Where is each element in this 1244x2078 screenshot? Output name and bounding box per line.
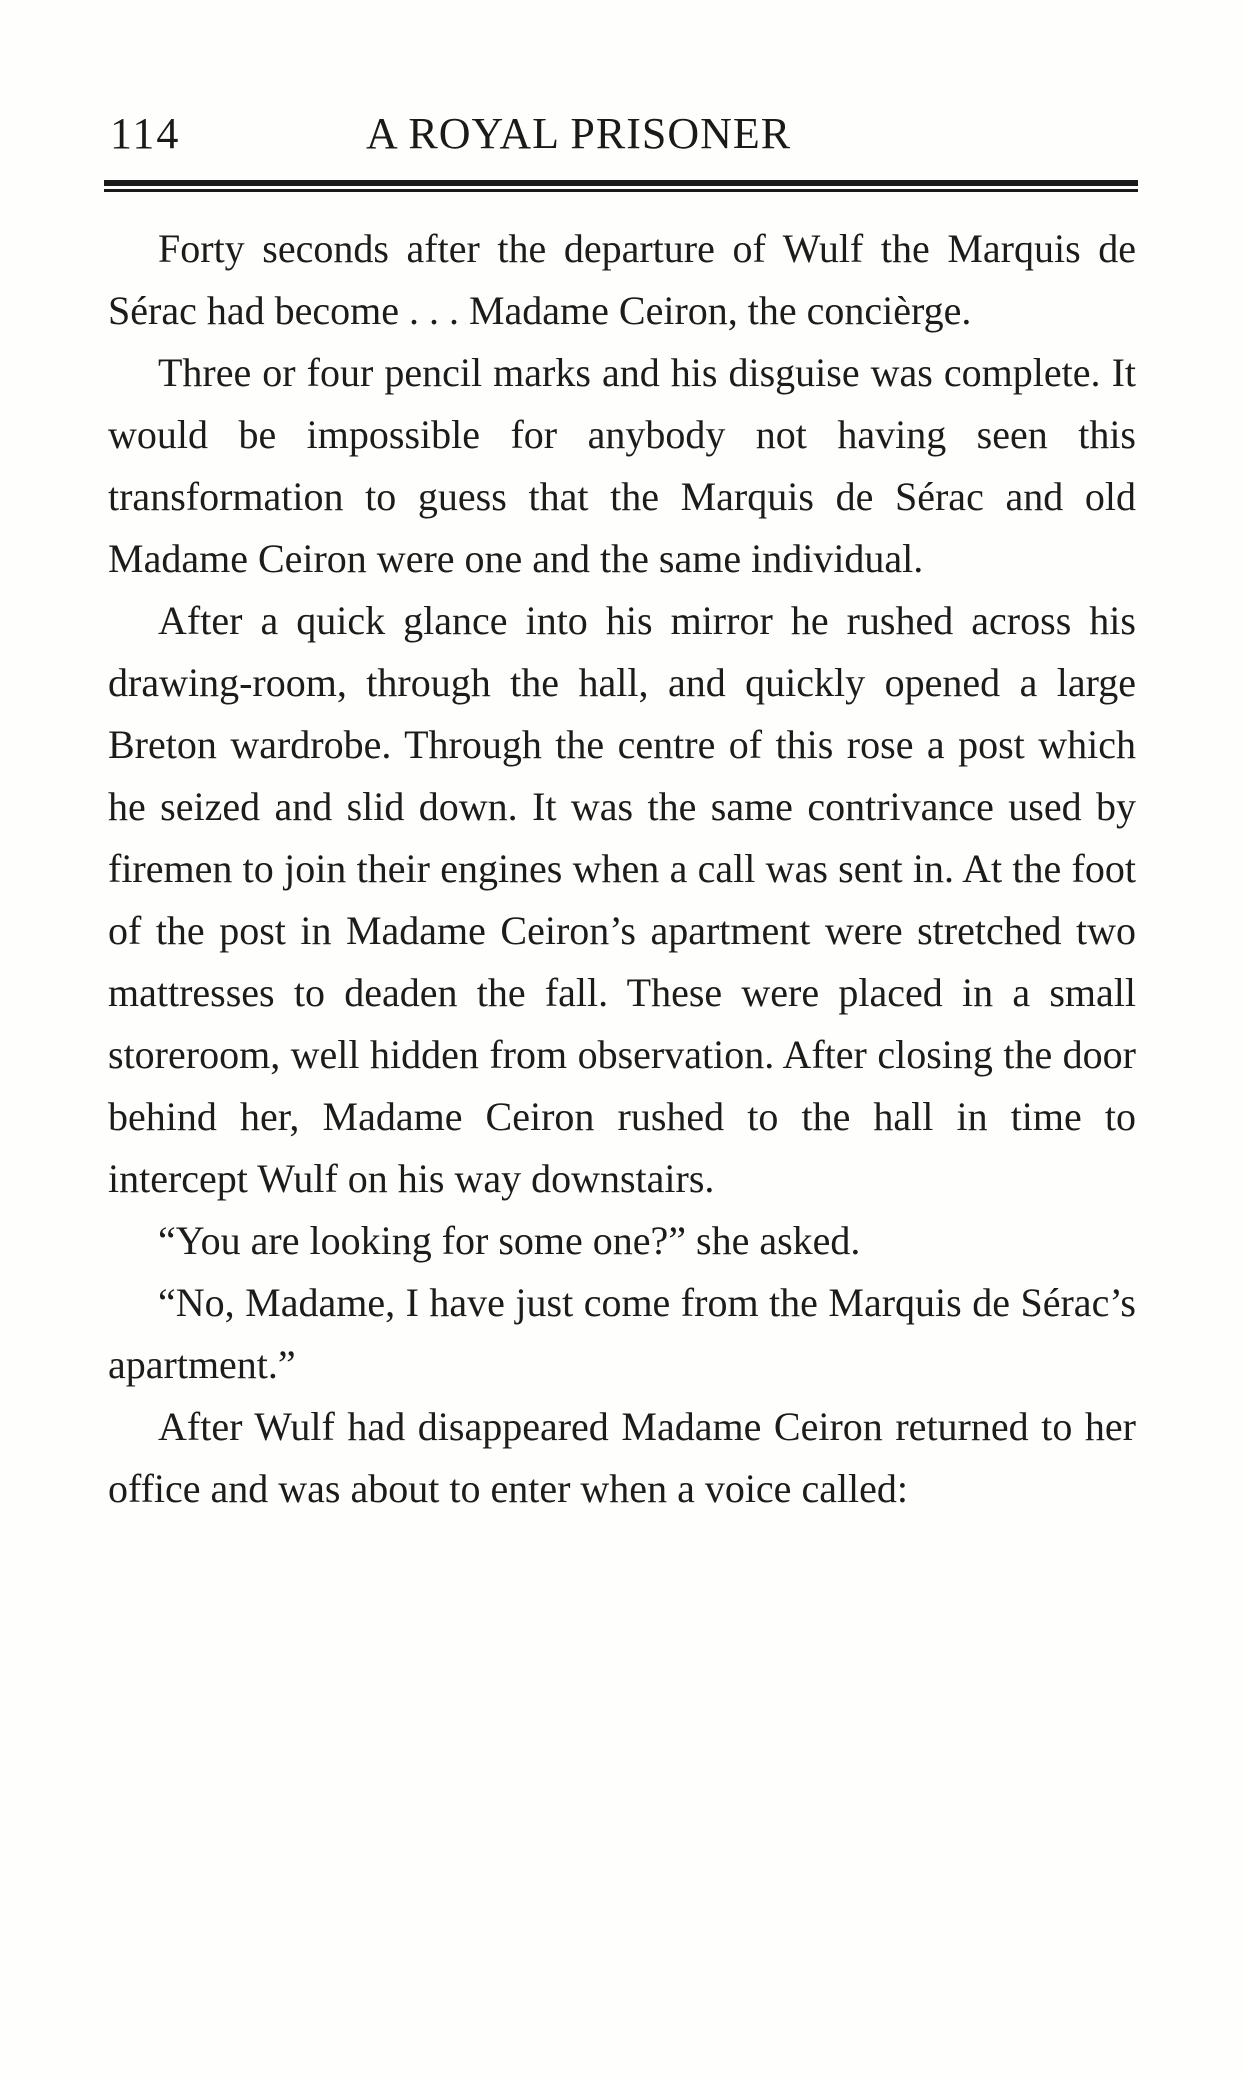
paragraph: “You are looking for some one?” she asked. bbox=[158, 1218, 861, 1263]
paragraph: After Wulf had disappeared Madame Ceiron returned to her office and was about to enter when a voice called: bbox=[108, 1404, 1136, 1511]
body-text bbox=[108, 218, 1136, 1520]
header-rule bbox=[104, 180, 1138, 192]
paragraph: Three or four pencil marks and his disguise was complete. It would be impossible for anybody not having seen this transformation to guess that the Marquis de Sérac and old Madame Ceiron were one and the same individual. bbox=[108, 350, 1136, 581]
paragraph: Forty seconds after the departure of Wulf the Marquis de Sérac had become . . . Madame Ceiron, the concièrge. bbox=[108, 226, 1136, 333]
paragraph: After a quick glance into his mirror he rushed across his drawing-room, through the hall, and quickly opened a large Breton wardrobe. Through the centre of this rose a post which he seized and slid down. It was the same contrivance used by firemen to join their engines when a call was sent in. At the foot of the post in Madame Ceiron’s apartment were stretched two mattresses to deaden the fall. These were placed in a small storeroom, well hidden from observation. After closing the door behind her, Madame Ceiron rushed to the hall in time to intercept Wulf on his way downstairs. bbox=[108, 598, 1136, 1201]
paragraph: “No, Madame, I have just come from the Marquis de Sérac’s apartment.” bbox=[108, 1280, 1136, 1387]
page-number: 114 bbox=[110, 109, 181, 158]
running-title: A ROYAL PRISONER bbox=[366, 109, 792, 158]
page-header bbox=[106, 108, 1136, 168]
